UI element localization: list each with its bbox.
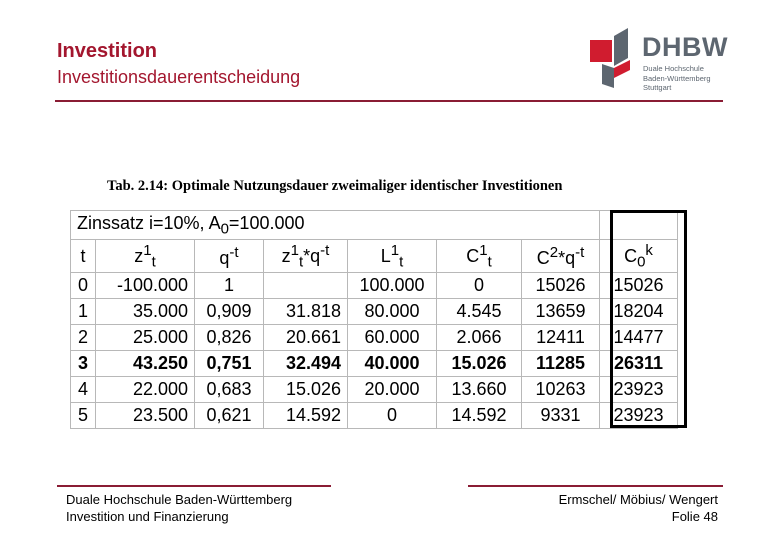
hdr-sub: t: [399, 253, 404, 271]
cell-c0: 15026: [600, 273, 678, 299]
table-row: [71, 403, 678, 429]
hdr-base: q: [219, 247, 230, 268]
cell-l: 20.000: [348, 377, 437, 403]
cell-zq: 32.494: [264, 351, 348, 377]
hdr-sup: 1: [290, 241, 299, 259]
cell-c2: 9331: [522, 403, 600, 429]
logo-line: Baden-Württemberg: [643, 73, 711, 83]
cell-c2: 10263: [522, 377, 600, 403]
cell-t: 4: [71, 377, 96, 403]
hdr-sup: -t: [575, 243, 585, 261]
cell-c0: 23923: [600, 403, 678, 429]
cell-zq: [264, 273, 348, 299]
footer-slide-number: Folie 48: [671, 509, 718, 524]
cell-c2: 13659: [522, 299, 600, 325]
cell-t: 5: [71, 403, 96, 429]
cell-c1: 14.592: [437, 403, 522, 429]
cell-zq: 15.026: [264, 377, 348, 403]
header-q: [195, 240, 264, 273]
parameter-row: [71, 211, 678, 240]
params-sub: 0: [220, 220, 229, 238]
table-row: [71, 377, 678, 403]
cell-c1: 15.026: [437, 351, 522, 377]
hdr-sup: 1: [479, 241, 488, 259]
header-t: t: [71, 240, 96, 273]
cell-z: 22.000: [96, 377, 195, 403]
cell-t: 2: [71, 325, 96, 351]
hdr-sub: t: [298, 253, 304, 271]
table-row: [71, 325, 678, 351]
hdr-sup: -t: [229, 243, 239, 261]
footer-institution: Duale Hochschule Baden-Württemberg: [66, 492, 293, 507]
hdr-sub: 0: [637, 253, 646, 271]
cell-l: 60.000: [348, 325, 437, 351]
cell-q: 0,909: [195, 299, 264, 325]
logo-line: Duale Hochschule: [643, 64, 704, 73]
hdr-base: z: [134, 245, 144, 266]
cell-c2: 15026: [522, 273, 600, 299]
cell-c2: 11285: [522, 351, 600, 377]
hdr-base: C: [466, 245, 480, 266]
dhbw-logo: [590, 26, 730, 104]
hdr-base: L: [380, 245, 391, 266]
hdr-sup: -t: [320, 241, 330, 259]
cell-l: 100.000: [348, 273, 437, 299]
cell-zq: 20.661: [264, 325, 348, 351]
dhbw-logo-mark: [590, 26, 642, 96]
hdr-sup: 1: [390, 241, 400, 259]
cell-q: 0,683: [195, 377, 264, 403]
cell-q: 1: [195, 273, 264, 299]
cell-z: 43.250: [96, 351, 195, 377]
header-z: [96, 240, 195, 273]
investment-table: [70, 210, 678, 429]
cell-z: 35.000: [96, 299, 195, 325]
params-suffix: =100.000: [228, 212, 305, 233]
footer-course: Investition und Finanzierung: [66, 509, 229, 524]
cell-c0: 26311: [600, 351, 678, 377]
footer-divider-left: [57, 485, 331, 487]
hdr-sup: k: [645, 241, 653, 259]
footer-divider-right: [468, 485, 723, 487]
cell-c0: 18204: [600, 299, 678, 325]
footer-authors: Ermschel/ Möbius/ Wengert: [558, 492, 718, 507]
cell-c1: 2.066: [437, 325, 522, 351]
footer-left: [66, 491, 292, 525]
header-zq: [264, 240, 348, 273]
cell-q: 0,751: [195, 351, 264, 377]
hdr-sub: t: [151, 253, 156, 271]
cell-c1: 0: [437, 273, 522, 299]
header-l: [348, 240, 437, 273]
cell-c2: 12411: [522, 325, 600, 351]
header-c2: [522, 240, 600, 273]
logo-name: DHBW: [642, 32, 728, 62]
hdr-sup: 1: [143, 241, 152, 259]
hdr-mid: *q: [303, 245, 321, 266]
page-subtitle: Investitionsdauerentscheidung: [57, 67, 301, 87]
table-caption: Tab. 2.14: Optimale Nutzungsdauer zweimaliger identischer Investitionen: [107, 178, 563, 194]
header-c1: [437, 240, 522, 273]
cell-l: 40.000: [348, 351, 437, 377]
header-row: [71, 240, 678, 273]
cell-c0: 23923: [600, 377, 678, 403]
params-prefix: Zinssatz i=10%, A: [77, 212, 221, 233]
cell-c1: 4.545: [437, 299, 522, 325]
table-row: [71, 273, 678, 299]
cell-q: 0,621: [195, 403, 264, 429]
cell-c0: 14477: [600, 325, 678, 351]
cell-zq: 31.818: [264, 299, 348, 325]
hdr-sup: 2: [549, 243, 559, 261]
table-row-optimal: [71, 351, 678, 377]
cell-zq: 14.592: [264, 403, 348, 429]
hdr-mid: *q: [558, 247, 576, 268]
interest-rate-cell: [71, 211, 600, 240]
cell-l: 0: [348, 403, 437, 429]
cell-z: 25.000: [96, 325, 195, 351]
hdr-base: C: [624, 245, 638, 266]
table-row: [71, 299, 678, 325]
hdr-sub: t: [487, 253, 492, 271]
hdr-base: C: [536, 247, 550, 268]
cell-t: 0: [71, 273, 96, 299]
cell-t: 3: [71, 351, 96, 377]
hdr-base: z: [281, 245, 291, 266]
cell-t: 1: [71, 299, 96, 325]
cell-q: 0,826: [195, 325, 264, 351]
cell-z: -100.000: [96, 273, 195, 299]
footer-right: [559, 491, 718, 525]
cell-z: 23.500: [96, 403, 195, 429]
cell-c1: 13.660: [437, 377, 522, 403]
logo-tagline: [643, 64, 711, 93]
logo-line: Stuttgart: [643, 83, 672, 92]
highlight-frame-c0: [610, 210, 687, 428]
page-title: Investition: [57, 40, 158, 62]
cell-l: 80.000: [348, 299, 437, 325]
